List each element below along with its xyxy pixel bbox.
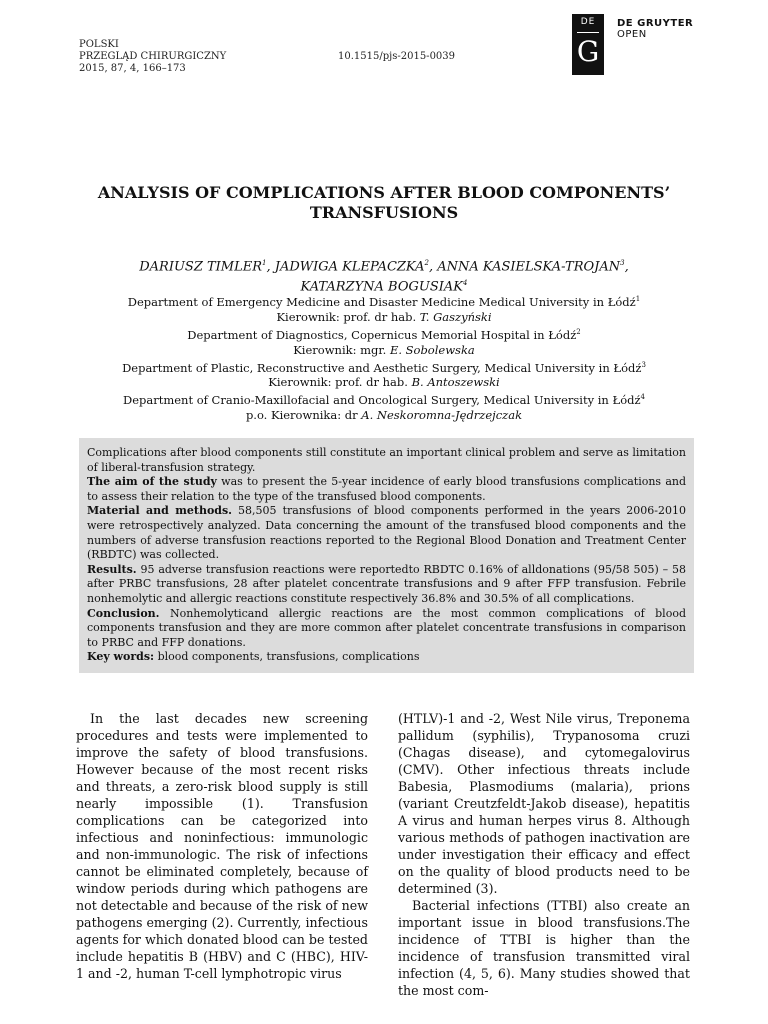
- author-sup: 4: [462, 279, 468, 288]
- abstract-heading: The aim of the study: [87, 475, 217, 489]
- abstract-text: 58,505 transfusions of blood components performed in the years 2006-2010 were retrospectively analyzed. Data concerning the amount of the transfused blood components and the numbers of adverse transfusion reactions reported to the Regional Blood Donation and Treatment Center (RBDTC) was collected.: [87, 504, 687, 562]
- publisher-line-1: DE GRUYTER: [617, 18, 694, 29]
- abstract-text: blood components, transfusions, complications: [154, 650, 420, 664]
- article-title: [60, 183, 708, 223]
- affiliation-line: [60, 408, 708, 423]
- affiliation-head: A. Neskoromna-Jędrzejczak: [361, 408, 523, 423]
- affiliation-text: Kierownik: prof. dr hab.: [268, 375, 412, 390]
- affiliation-sup: 4: [640, 393, 646, 402]
- affiliation-text: Kierownik: mgr.: [293, 342, 390, 357]
- abstract-paragraph: [87, 446, 686, 475]
- body-column-right: [398, 710, 690, 999]
- author-name: JADWIGA KLEPACZKA: [274, 259, 425, 275]
- author-sup: 2: [424, 259, 429, 267]
- affiliation-line: [60, 292, 708, 310]
- doi: 10.1515/pjs-2015-0039: [338, 51, 456, 62]
- journal-info: [79, 39, 226, 75]
- affiliation-text: Department of Plastic, Reconstructive and Aesthetic Surgery, Medical University in Łódź: [122, 360, 642, 375]
- abstract-paragraph: [87, 504, 686, 562]
- title-line: TRANSFUSIONS: [309, 203, 459, 222]
- logo-g-letter: G: [576, 35, 600, 68]
- abstract-paragraph: [87, 475, 686, 504]
- affiliation-line: [60, 358, 708, 376]
- journal-line: 2015, 87, 4, 166–173: [79, 63, 186, 74]
- abstract-paragraph: [87, 607, 686, 651]
- abstract-paragraph: [87, 563, 686, 607]
- affiliation-text: Department of Emergency Medicine and Disaster Medicine Medical University in Łódź: [127, 294, 636, 309]
- authors-line-1: [60, 255, 708, 275]
- publisher-logo: [572, 14, 604, 75]
- abstract-paragraph: [87, 650, 686, 665]
- author-sup: 3: [620, 259, 625, 267]
- abstract-heading: Material and methods.: [87, 504, 233, 518]
- body-column-left: [76, 710, 368, 982]
- author-name: DARIUSZ TIMLER: [139, 259, 263, 275]
- abstract-text: was to present the 5-year incidence of early blood transfusions complications and to assess their relation to the type of the transfused blood components.: [87, 475, 686, 503]
- abstract-heading: Conclusion.: [87, 606, 160, 620]
- author-sup: 1: [262, 259, 267, 267]
- author-sep: ,: [428, 259, 438, 275]
- affiliation-line: [60, 325, 708, 343]
- abstract-heading: Results.: [87, 562, 137, 576]
- author-name: ANNA KASIELSKA-TROJAN: [437, 259, 621, 275]
- logo-de-text: DE: [580, 17, 596, 27]
- title-line: ANALYSIS OF COMPLICATIONS AFTER BLOOD COMPONENTS’: [97, 183, 671, 202]
- affiliation-sup: 1: [635, 295, 641, 303]
- abstract-text: 95 adverse transfusion reactions were reportedto RBDTC 0.16% of alldonations (95/58 505) – 58 after PRBC transfusions, 28 after platelet concentrate transfusions and 9 after FFP transfusion. Febrile nonhemolytic and allergic reactions constitute respectively 36.8% and 30.5% of all complications.: [87, 562, 686, 605]
- abstract-text: Complications after blood components still constitute an important clinical problem and serve as limitation of liberal-transfusion strategy.: [87, 446, 686, 474]
- author-sep: ,: [266, 259, 275, 275]
- affiliation-text: Department of Diagnostics, Copernicus Memorial Hospital in Łódź: [187, 327, 577, 342]
- affiliation-line: [60, 310, 708, 325]
- journal-line: POLSKI: [79, 39, 119, 50]
- body-paragraph: Bacterial infections (TTBI) also create an important issue in blood transfusions.The incidence of TTBI is higher than the incidence of transfusion transmitted viral infection (4, 5, 6). Many studies showed that the most com-: [398, 898, 690, 998]
- logo-divider: [577, 32, 599, 33]
- author-sep: ,: [624, 259, 629, 275]
- author-name: KATARZYNA BOGUSIAK: [300, 279, 463, 295]
- affiliation-sup: 3: [641, 360, 646, 369]
- affiliation-text: Department of Cranio-Maxillofacial and Oncological Surgery, Medical University in Łódź: [122, 393, 641, 408]
- abstract-box: [79, 438, 694, 673]
- publisher-line-2: OPEN: [617, 29, 647, 40]
- affiliation-text: p.o. Kierownika: dr: [245, 408, 362, 423]
- body-paragraph: In the last decades new screening procedures and tests were implemented to improve the safety of blood transfusions. However because of the most recent risks and threats, a zero-risk blood supply is still nearly impossible (1). Transfusion complications can be categorized into infectious and noninfectious: immunologic and non-immunologic. The risk of infections cannot be eliminated completely, because of window periods during which pathogens are not detectable and because of the risk of new pathogens emerging (2). Currently, infectious agents for which donated blood can be tested include hepatitis B (HBV) and C (HBC), HIV-1 and -2, human T-cell lymphotropic virus: [76, 711, 368, 981]
- affiliation-line: [60, 375, 708, 390]
- affiliation-head: T. Gaszyński: [419, 309, 492, 324]
- affiliations: [60, 292, 708, 423]
- affiliation-head: B. Antoszewski: [411, 375, 500, 390]
- body-paragraph: (HTLV)-1 and -2, West Nile virus, Treponema pallidum (syphilis), Trypanosoma cruzi (Chagas disease), and cytomegalovirus (CMV). Other infectious threats include Babesia, Plasmodiums (malaria), prions (variant Creutzfeldt-Jakob disease), hepatitis A virus and human herpes virus 8. Although various methods of pathogen inactivation are under investigation their efficacy and effect on the quality of blood products need to be determined (3).: [398, 711, 690, 896]
- affiliation-line: [60, 390, 708, 408]
- abstract-text: Nonhemolyticand allergic reactions are the most common complications of blood components transfusion and they are more common after platelet concentrate transfusions in comparison to PRBC and FFP donations.: [87, 606, 686, 649]
- affiliation-sup: 2: [576, 327, 581, 336]
- affiliation-head: E. Sobolewska: [389, 342, 475, 357]
- author-list: [60, 255, 708, 296]
- journal-line: PRZEGLĄD CHIRURGICZNY: [79, 51, 227, 62]
- abstract-heading: Key words:: [87, 650, 155, 664]
- affiliation-text: Kierownik: prof. dr hab.: [276, 309, 420, 324]
- affiliation-line: [60, 343, 708, 358]
- publisher-name: [617, 18, 693, 40]
